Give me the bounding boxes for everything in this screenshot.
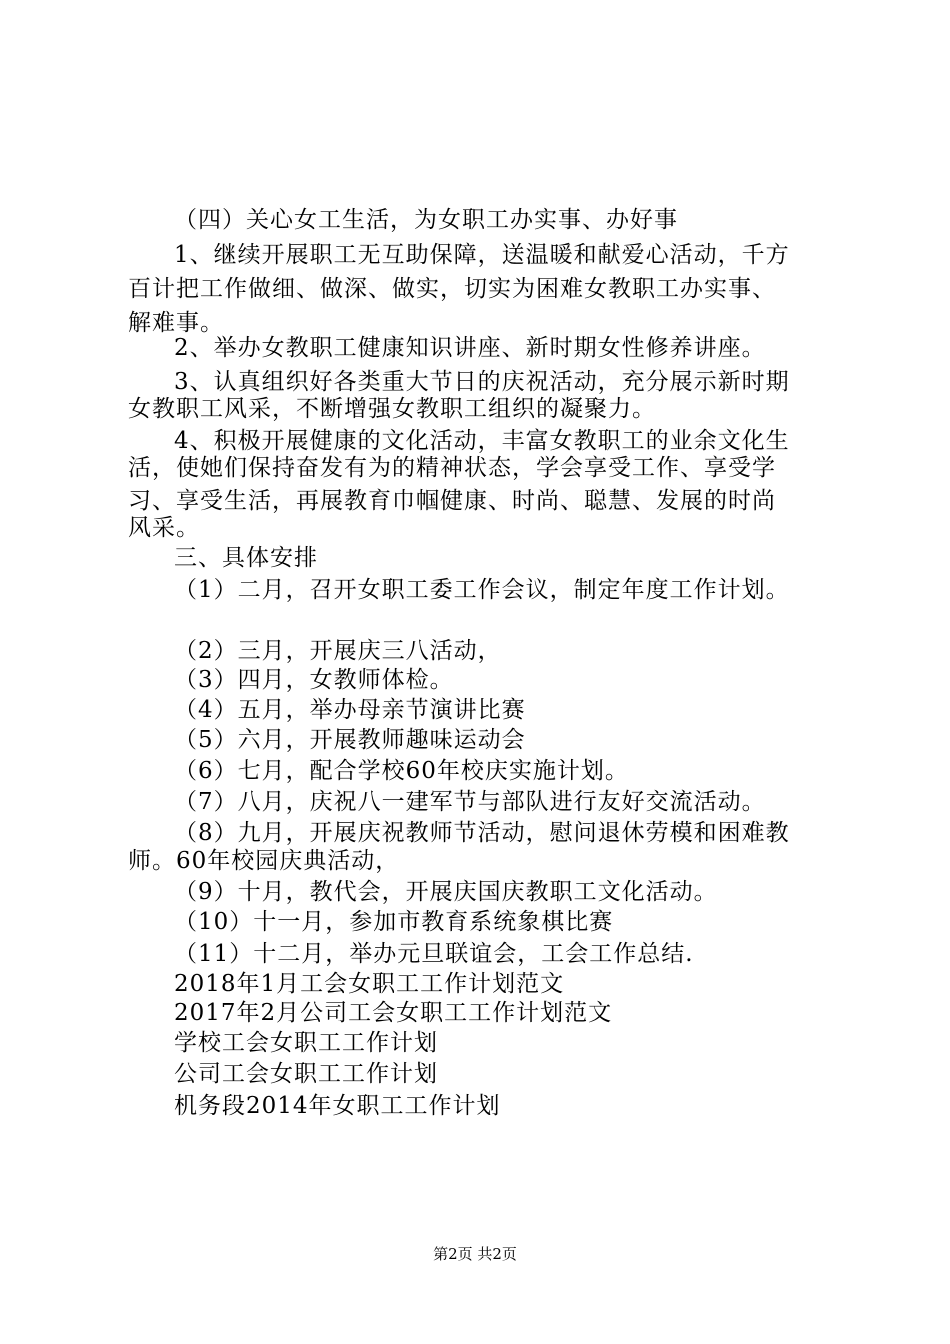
paragraph-line: 解难事。 bbox=[128, 310, 224, 336]
paragraph-line: 习、享受生活，再展教育巾帼健康、时尚、聪慧、发展的时尚 bbox=[128, 488, 776, 514]
paragraph-line: 3、认真组织好各类重大节日的庆祝活动，充分展示新时期 bbox=[174, 369, 790, 395]
schedule-item: （9）十月，教代会，开展庆国庆教职工文化活动。 bbox=[174, 879, 718, 905]
schedule-item: （10）十一月，参加市教育系统象棋比赛 bbox=[174, 909, 614, 935]
schedule-item: （6）七月，配合学校60年校庆实施计划。 bbox=[174, 758, 629, 784]
schedule-item: （1）二月，召开女职工委工作会议，制定年度工作计划。 bbox=[174, 577, 790, 603]
related-link[interactable]: 学校工会女职工工作计划 bbox=[174, 1030, 438, 1056]
page-number-footer: 第2页 共2页 bbox=[433, 1245, 517, 1263]
paragraph-line: 1、继续开展职工无互助保障，送温暖和献爱心活动，千方 bbox=[174, 242, 790, 268]
schedule-item: （11）十二月，举办元旦联谊会，工会工作总结. bbox=[174, 941, 694, 967]
schedule-item: （4）五月，举办母亲节演讲比赛 bbox=[174, 697, 526, 723]
paragraph-line: 2、举办女教职工健康知识讲座、新时期女性修养讲座。 bbox=[174, 335, 766, 361]
related-link[interactable]: 2018年1月工会女职工工作计划范文 bbox=[174, 971, 565, 997]
schedule-item: （7）八月，庆祝八一建军节与部队进行友好交流活动。 bbox=[174, 789, 766, 815]
schedule-item: （3）四月，女教师体检。 bbox=[174, 667, 454, 693]
schedule-item: （8）九月，开展庆祝教师节活动，慰问退休劳模和困难教 bbox=[174, 820, 790, 846]
section-heading-care: （四）关心女工生活，为女职工办实事、办好事 bbox=[174, 207, 678, 233]
related-link[interactable]: 公司工会女职工工作计划 bbox=[174, 1061, 438, 1087]
paragraph-line: 百计把工作做细、做深、做实，切实为困难女教职工办实事、 bbox=[128, 276, 776, 302]
related-link[interactable]: 2017年2月公司工会女职工工作计划范文 bbox=[174, 1000, 613, 1026]
paragraph-line: 活，使她们保持奋发有为的精神状态，学会享受工作、享受学 bbox=[128, 455, 776, 481]
section-heading-schedule: 三、具体安排 bbox=[174, 545, 318, 571]
paragraph-line: 4、积极开展健康的文化活动，丰富女教职工的业余文化生 bbox=[174, 428, 790, 454]
related-link[interactable]: 机务段2014年女职工工作计划 bbox=[174, 1093, 501, 1119]
schedule-item: （2）三月，开展庆三八活动， bbox=[174, 638, 502, 664]
schedule-item: （5）六月，开展教师趣味运动会 bbox=[174, 727, 526, 753]
paragraph-line: 女教职工风采，不断增强女教职工组织的凝聚力。 bbox=[128, 396, 656, 422]
schedule-item: 师。60年校园庆典活动， bbox=[128, 848, 400, 874]
paragraph-line: 风采。 bbox=[128, 515, 200, 541]
